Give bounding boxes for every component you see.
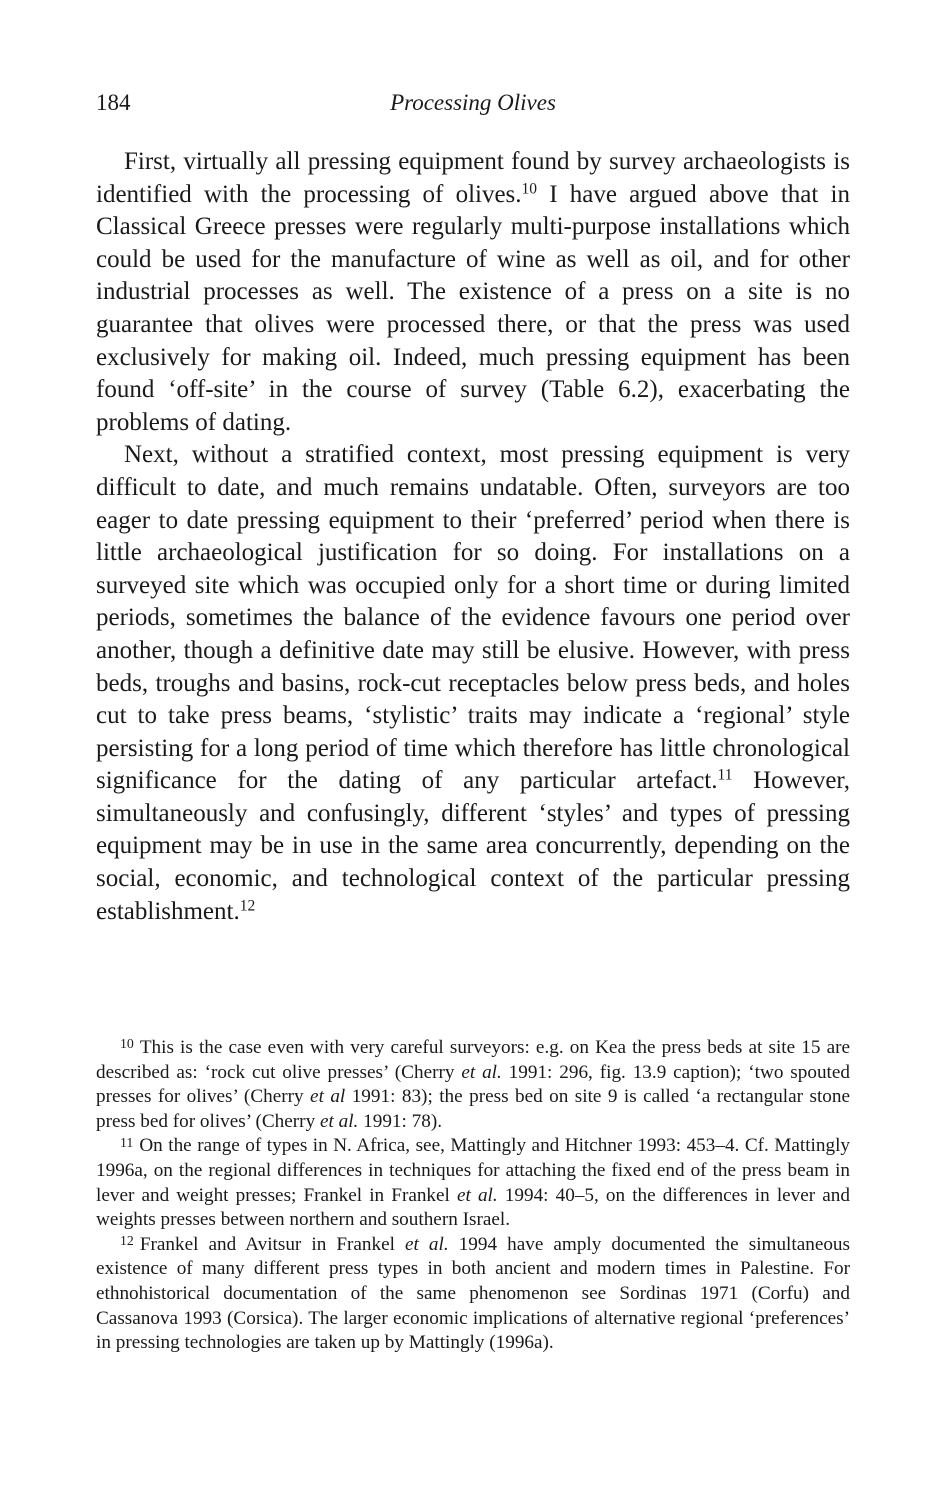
footnote-text: This is the case even with very careful surveyors: e.g. on Kea the press beds at site 15 are described as: ‘rock cut olive presses’ (Cherry: [96, 1037, 850, 1083]
paragraph-2: [96, 439, 850, 928]
paragraph-1: [96, 146, 850, 439]
body-text: [96, 146, 850, 928]
paragraph-2-text-b: However, simultaneously and confusingly, different ‘styles’ and types of pressing equipment may be in use in the same area concurrently, depending on the social, economic, and technological context of the particular pressing establishment.: [96, 767, 850, 925]
paragraph-1-text-b: I have argued above that in Classical Greece presses were regularly multi-purpose installations which could be used for the manufacture of wine as well as oil, and for other industrial processes as well. The existence of a press on a site is no guarantee that olives were processed there, or that the press was used exclusively for making oil. Indeed, much pressing equipment has been found ‘off-site’ in the course of survey (Table 6.2), exacerbating the problems of dating.: [96, 180, 850, 436]
footnote-text: Frankel and Avitsur in Frankel: [139, 1233, 406, 1255]
footnote-text: 1994: 40–5, on the differences in lever and weights presses between northern and southern Israel.: [96, 1184, 850, 1231]
footnote-12: [96, 1233, 850, 1356]
footnotes: [96, 1036, 850, 1356]
footnote-11: [96, 1134, 850, 1232]
footnote-italic: et al.: [461, 1061, 502, 1083]
footnote-ref-10[interactable]: 10: [521, 180, 538, 198]
footnote-italic: et al.: [457, 1184, 498, 1206]
footnote-number: 10: [120, 1036, 134, 1052]
footnote-text: 1991: 296, fig. 13.9 caption); ‘two spouted presses for olives’ (Cherry: [96, 1061, 850, 1108]
paragraph-1-text-a: First, virtually all pressing equipment found by survey archaeologists is identified with the processing of olives.: [96, 148, 850, 208]
footnote-italic: et al.: [405, 1233, 449, 1255]
running-title: Processing Olives: [390, 90, 556, 115]
footnote-italic: et al: [310, 1086, 346, 1108]
footnote-number: 12: [120, 1232, 134, 1248]
footnote-text: 1991: 78).: [358, 1110, 443, 1132]
paragraph-2-text-a: Next, without a stratified context, most pressing equipment is very difficult to date, and much remains undatable. Often, surveyors are too eager to date pressing equipment to their ‘preferred’ period when there is little archaeological justification for so doing. For installations on a surveyed site which was occupied only for a short time or during limited periods, sometimes the balance of the evidence favours one period over another, though a definitive date may still be elusive. However, with press beds, troughs and basins, rock-cut receptacles below press beds, and holes cut to take press beams, ‘stylistic’ traits may indicate a ‘regional’ style persisting for a long period of time which therefore has little chronological significance for the dating of any particular artefact.: [96, 441, 850, 795]
running-head: [96, 90, 850, 122]
footnote-text: On the range of types in N. Africa, see, Mattingly and Hitchner 1993: 453–4. Cf. Mattingly 1996a, on the regional differences in techniques for attaching the fixed end of the press beam in lever and weight presses; Frankel in Frankel: [96, 1135, 850, 1206]
footnote-number: 11: [120, 1134, 134, 1150]
footnote-ref-12[interactable]: 12: [239, 897, 256, 915]
footnote-text: 1991: 83); the press bed on site 9 is called ‘a rectangular stone press bed for olives’ (Cherry: [96, 1086, 850, 1132]
page-number: 184: [96, 90, 131, 115]
footnote-text: 1994 have amply documented the simultaneous existence of many different press types in both ancient and modern times in Palestine. For ethnohistorical documentation of the same phenomenon see Sordinas 1971 (Corfu) and Cassanova 1993 (Corsica). The larger economic implications of alternative regional ‘preferences’ in pressing technologies are taken up by Mattingly (1996a).: [96, 1233, 850, 1354]
footnote-ref-11[interactable]: 11: [717, 766, 733, 784]
footnote-italic: et al.: [319, 1110, 359, 1132]
footnote-10: [96, 1036, 850, 1134]
